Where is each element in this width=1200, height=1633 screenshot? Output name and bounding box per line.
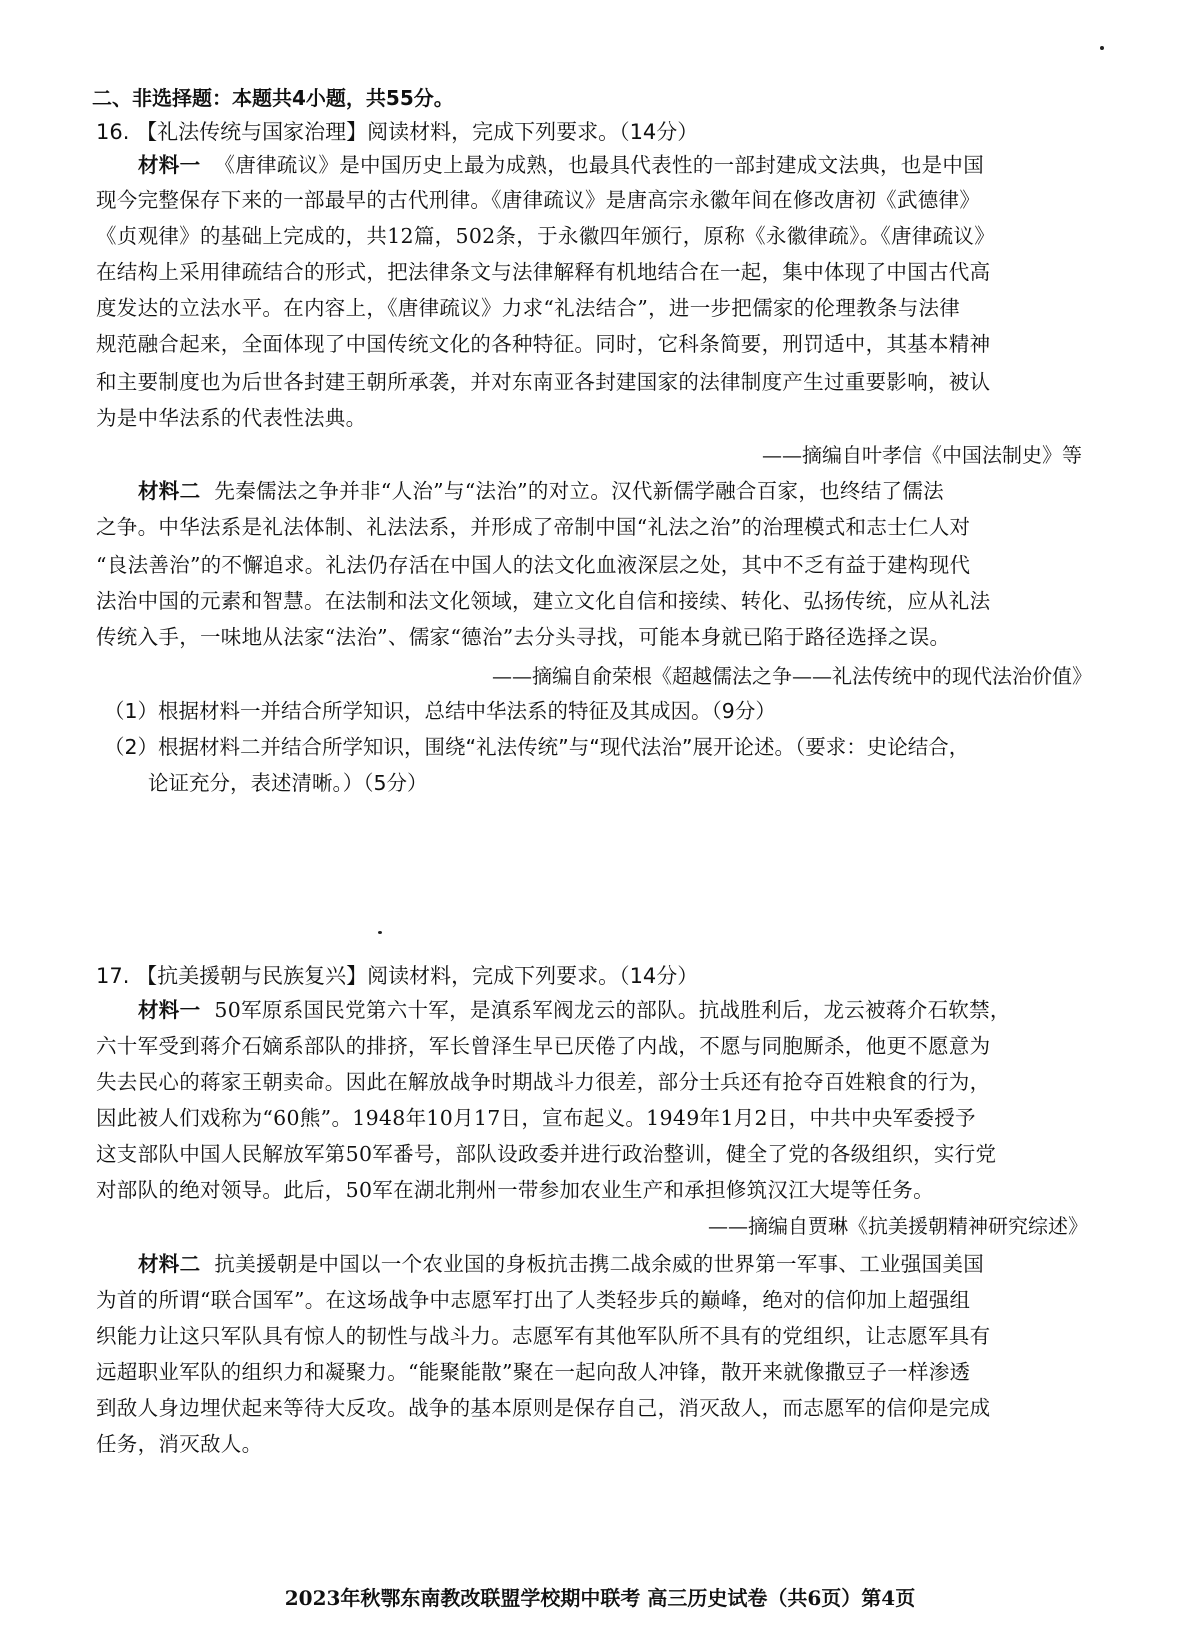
q16-material1-line: 现今完整保存下来的一部最早的古代刑律。《唐律疏议》是唐高宗永徽年间在修改唐初《武德律》 — [96, 188, 981, 212]
q16-subquestion-2-cont: 论证充分，表述清晰。）（5分） — [148, 771, 428, 795]
page-footer: 2023年秋鄂东南教改联盟学校期中联考 高三历史试卷（共6页）第4页 — [284, 1586, 916, 1610]
q17-material2-line: 织能力让这只军队具有惊人的韧性与战斗力。志愿军有其他军队所不具有的党组织，让志愿军具有 — [96, 1324, 991, 1348]
q16-material2-line: 法治中国的元素和智慧。在法制和法文化领域，建立文化自信和接续、转化、弘扬传统，应从礼法 — [96, 589, 991, 613]
q16-material2-source: ——摘编自俞荣根《超越儒法之争——礼法传统中的现代法治价值》 — [492, 664, 1092, 688]
q17-material1-line: 失去民心的蒋家王朝卖命。因此在解放战争时期战斗力很差，部分士兵还有抢夺百姓粮食的行为， — [96, 1070, 991, 1094]
q17-material2-line: 远超职业军队的组织力和凝聚力。“能聚能散”聚在一起向敌人冲锋，散开来就像撒豆子一样渗透 — [96, 1360, 971, 1384]
q16-material1-line: 规范融合起来，全面体现了中国传统文化的各种特征。同时，它科条简要，刑罚适中，其基本精神 — [96, 332, 991, 356]
q17-material1-line: 材料一 50军原系国民党第六十军，是滇系军阀龙云的部队。抗战胜利后，龙云被蒋介石软禁， — [138, 998, 1011, 1022]
q16-material2-line: 之争。中华法系是礼法体制、礼法法系，并形成了帝制中国“礼法之治”的治理模式和志士仁人对 — [96, 515, 971, 539]
q16-subquestion-1: （1）根据材料一并结合所学知识，总结中华法系的特征及其成因。（9分） — [104, 699, 776, 723]
q16-material1-label: 材料一 — [138, 153, 201, 177]
q16-material2-line: 传统入手，一味地从法家“法治”、儒家“德治”去分头寻找，可能本身就已陷于路径选择之误。 — [96, 625, 951, 649]
q17-material1-source: ——摘编自贾琳《抗美援朝精神研究综述》 — [708, 1214, 1088, 1238]
q17-material1-line: 这支部队中国人民解放军第50军番号，部队设政委并进行政治整训，健全了党的各级组织，实行党 — [96, 1142, 997, 1166]
q16-material1-line: 度发达的立法水平。在内容上，《唐律疏议》力求“礼法结合”，进一步把儒家的伦理教条与法律 — [96, 296, 961, 320]
q16-material1-line: 材料一 《唐律疏议》是中国历史上最为成熟，也最具代表性的一部封建成文法典，也是中国 — [138, 153, 985, 177]
q17-material2-line: 材料二 抗美援朝是中国以一个农业国的身板抗击携二战余威的世界第一军事、工业强国美国 — [138, 1252, 985, 1276]
q16-subquestion-2: （2）根据材料二并结合所学知识，围绕“礼法传统”与“现代法治”展开论述。（要求：史论结合， — [104, 735, 970, 759]
q17-material2-line: 为首的所谓“联合国军”。在这场战争中志愿军打出了人类轻步兵的巅峰，绝对的信仰加上超强组 — [96, 1288, 971, 1312]
q17-material1-line: 六十军受到蒋介石嫡系部队的排挤，军长曾泽生早已厌倦了内战，不愿与同胞厮杀，他更不愿意为 — [96, 1034, 991, 1058]
q17-material1-line: 对部队的绝对领导。此后，50军在湖北荆州一带参加农业生产和承担修筑汉江大堤等任务。 — [96, 1178, 934, 1202]
q17-material1-line: 因此被人们戏称为“60熊”。1948年10月17日，宣布起义。1949年1月2日，中共中央军委授予 — [96, 1106, 976, 1130]
q17-material2-line: 任务，消灭敌人。 — [96, 1432, 263, 1456]
q16-material1-line: 在结构上采用律疏结合的形式，把法律条文与法律解释有机地结合在一起，集中体现了中国古代高 — [96, 260, 991, 284]
scan-speck — [378, 931, 382, 934]
q17-material2-label: 材料二 — [138, 1252, 201, 1276]
q16-material2-line: “良法善治”的不懈追求。礼法仍存活在中国人的法文化血液深层之处，其中不乏有益于建构现代 — [96, 553, 971, 577]
question-17-header: 17. 【抗美援朝与民族复兴】阅读材料，完成下列要求。（14分） — [96, 964, 699, 988]
q17-material1-label: 材料一 — [138, 998, 201, 1022]
q16-material1-line: 和主要制度也为后世各封建王朝所承袭，并对东南亚各封建国家的法律制度产生过重要影响，被认 — [96, 370, 991, 394]
q16-material1-source: ——摘编自叶孝信《中国法制史》等 — [762, 443, 1082, 467]
section-heading: 二、非选择题：本题共4小题，共55分。 — [92, 86, 454, 110]
q17-material2-line: 到敌人身边埋伏起来等待大反攻。战争的基本原则是保存自己，消灭敌人，而志愿军的信仰是完成 — [96, 1396, 991, 1420]
q16-material2-label: 材料二 — [138, 479, 201, 503]
q16-material2-line: 材料二 先秦儒法之争并非“人治”与“法治”的对立。汉代新儒学融合百家，也终结了儒法 — [138, 479, 944, 503]
q16-material1-line: 《贞观律》的基础上完成的，共12篇，502条，于永徽四年颁行，原称《永徽律疏》。《唐律疏议》 — [96, 224, 996, 248]
q16-material1-line: 为是中华法系的代表性法典。 — [96, 406, 367, 430]
scan-speck — [1100, 46, 1104, 50]
question-16-header: 16. 【礼法传统与国家治理】阅读材料，完成下列要求。（14分） — [96, 120, 699, 144]
